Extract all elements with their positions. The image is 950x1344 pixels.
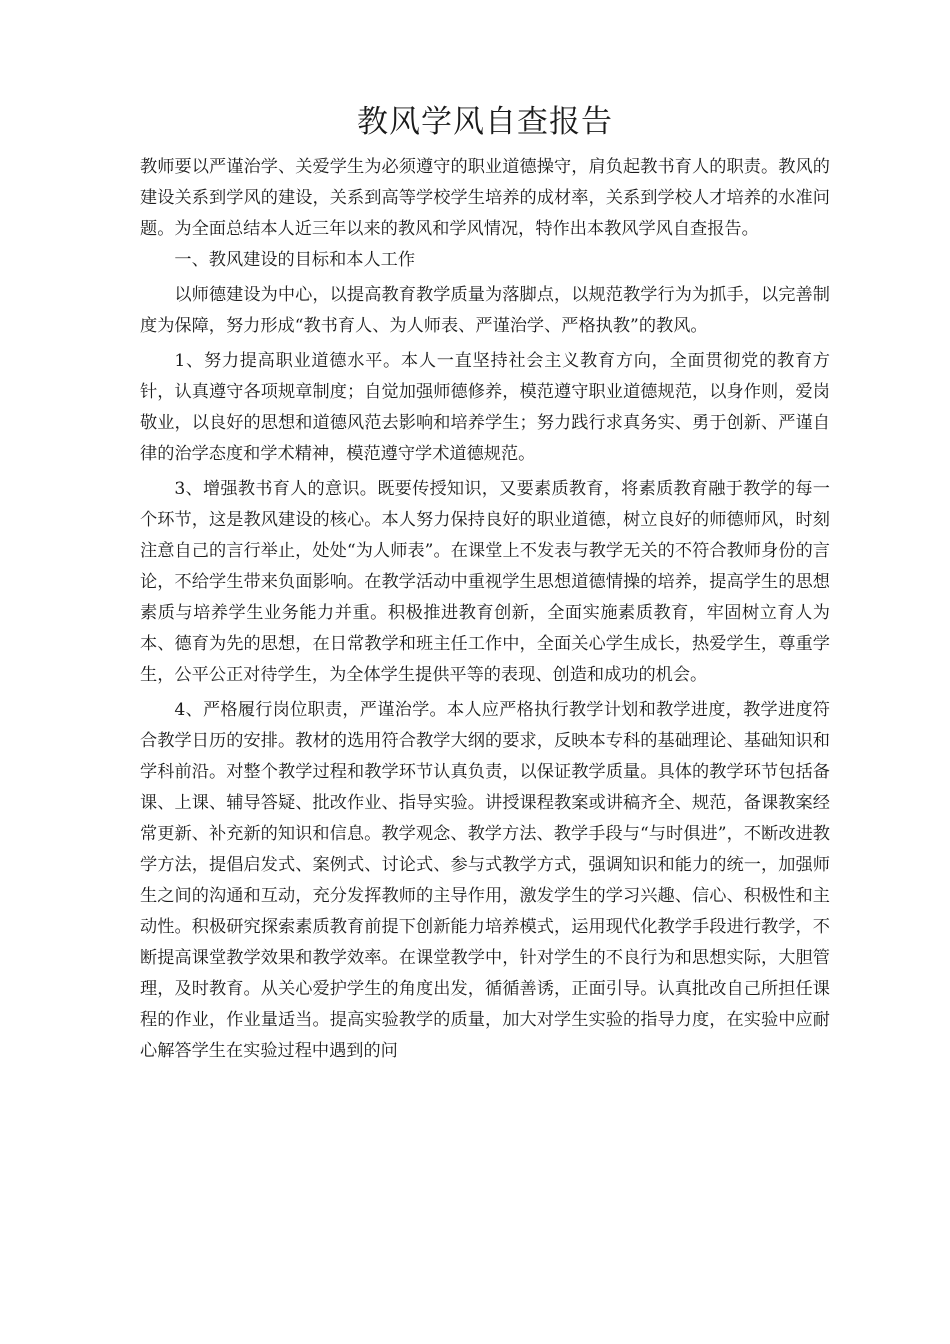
item-4-paragraph: 4、严格履行岗位职责，严谨治学。本人应严格执行教学计划和教学进度，教学进度符合教学日历的安排。教材的选用符合教学大纲的要求，反映本专科的基础理论、基础知识和学科前沿。对整个教学过程和教学环节认真负责，以保证教学质量。具体的教学环节包括备课、上课、辅导答疑、批改作业、指导实验。讲授课程教案或讲稿齐全、规范，备课教案经常更新、补充新的知识和信息。教学观念、教学方法、教学手段与“与时俱进”，不断改进教学方法，提倡启发式、案例式、讨论式、参与式教学方式，强调知识和能力的统一，加强师生之间的沟通和互动，充分发挥教师的主导作用，激发学生的学习兴趣、信心、积极性和主动性。积极研究探索素质教育前提下创新能力培养模式，运用现代化教学手段进行教学，不断提高课堂教学效果和教学效率。在课堂教学中，针对学生的不良行为和思想实际，大胆管理，及时教育。从关心爱护学生的角度出发，循循善诱，正面引导。认真批改自己所担任课程的作业，作业量适当。提高实验教学的质量，加大对学生实验的指导力度，在实验中应耐心解答学生在实验过程中遇到的问 xyxy=(140,700,830,1061)
document-title: 教风学风自查报告 xyxy=(357,104,613,140)
goal-paragraph: 以师德建设为中心，以提高教育教学质量为落脚点，以规范教学行为为抓手，以完善制度为保障，努力形成“教书育人、为人师表、严谨治学、严格执教”的教风。 xyxy=(140,285,830,336)
intro-paragraph: 教师要以严谨治学、关爱学生为必须遵守的职业道德操守，肩负起教书育人的职责。教风的建设关系到学风的建设，关系到高等学校学生培养的成材率，关系到学校人才培养的水准问题。为全面总结本人近三年以来的教风和学风情况，特作出本教风学风自查报告。 xyxy=(140,157,830,239)
item-3-paragraph: 3、增强教书育人的意识。既要传授知识，又要素质教育，将素质教育融于教学的每一个环节，这是教风建设的核心。本人努力保持良好的职业道德，树立良好的师德师风，时刻注意自己的言行举止，处处“为人师表”。在课堂上不发表与教学无关的不符合教师身份的言论，不给学生带来负面影响。在教学活动中重视学生思想道德情操的培养，提高学生的思想素质与培养学生业务能力并重。积极推进教育创新，全面实施素质教育，牢固树立育人为本、德育为先的思想，在日常教学和班主任工作中，全面关心学生成长，热爱学生，尊重学生，公平公正对待学生，为全体学生提供平等的表现、创造和成功的机会。 xyxy=(140,479,830,685)
section-heading: 一、教风建设的目标和本人工作 xyxy=(174,250,416,270)
item-1-paragraph: 1、努力提高职业道德水平。本人一直坚持社会主义教育方向，全面贯彻党的教育方针，认真遵守各项规章制度；自觉加强师德修养，模范遵守职业道德规范，以身作则，爱岗敬业，以良好的思想和道德风范去影响和培养学生；努力践行求真务实、勇于创新、严谨自律的治学态度和学术精神，模范遵守学术道德规范。 xyxy=(140,351,830,464)
document-page xyxy=(140,100,830,1071)
